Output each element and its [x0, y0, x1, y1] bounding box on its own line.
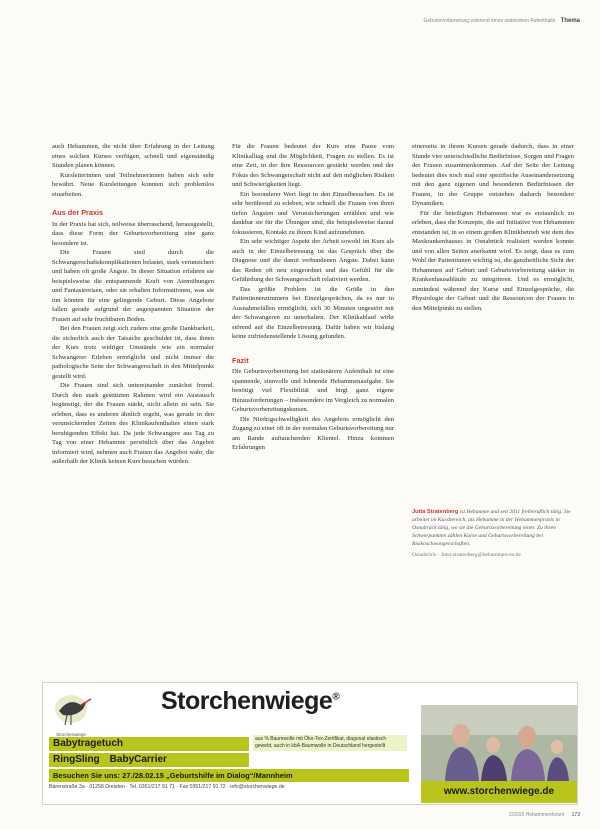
product-babycarrier: BabyCarrier	[109, 754, 167, 765]
author-contact: Osnabrück · Jutta.stratenberg@hebammen-os.de	[412, 552, 521, 558]
logo-label: Storchenwiege	[56, 732, 86, 737]
article-column-2	[232, 142, 394, 453]
product-ringsling: RingSling	[53, 754, 100, 765]
registered-mark: ®	[332, 691, 340, 703]
product-slings	[49, 753, 249, 767]
product-babytragetuch: Babytragetuch	[49, 737, 249, 751]
author-box	[412, 508, 574, 559]
page-number: 173	[571, 812, 580, 818]
paragraph: Die Frauen sind durch die Schwangerschaftskomplikationen belastet, stark verunsichert und haben oft große Ängste. In dieser Situation erfahren sie beispielsweise die entspannende Kraft von Atemübungen und Fantasiereisen, oder sie erhalten Informationen, was sie tun können für eine gelingende Geburt. Diese Angebote fallen gerade aufgrund der angespannten Situation der Frauen auf sehr fruchtbaren Boden.	[52, 249, 214, 323]
ad-description: aus % Baumwolle mit Öko-Tex-Zertifikat, diagonal elastisch gewebt, auch in kbA-Baumwolle in Deutschland hergestellt	[253, 735, 407, 751]
stork-logo-icon	[47, 687, 95, 737]
issue-label: 2/2015 Hebammenforum	[508, 812, 565, 818]
paragraph: Die Geburtsvorbereitung bei stationärem Aufenthalt ist eine spannende, sinnvolle und lohnende Hebammenaufgabe. Sie benötigt viel Flexibilität und birgt ganz eigene Herausforderungen – insbesondere im Vergleich zu normalen Geburtsvorbereitungskursen.	[232, 368, 394, 413]
paragraph: Die Niedrigschwelligkeit des Angebots ermöglicht den Zugang zu einer oft in der normalen Geburtsvorbereitung nur am Rande auftauchenden Klientel. Hinzu kommen Erfahrungen	[232, 415, 394, 451]
paragraph: Ein besonderer Wert liegt in den Einzelbesuchen. Es ist sehr berührend zu erleben, wie schnell die Frauen von ihren tiefen Ängsten und Verunsicherungen erzählen und wie dankbar sie für die Übungen sind, die beispielsweise darauf fokussieren, Kontakt zu ihrem Kind aufzunehmen.	[232, 190, 394, 236]
subheading-praxis: Aus der Praxis	[52, 208, 104, 217]
paragraph: Ein sehr wichtiger Aspekt der Arbeit sowohl im Kurs als auch in der Einzelbetreuung ist das Gespräch über die Diagnose und die damit verbundenen Ängste. Dabei kann das Reden oft neu eingeordnet und das Gefühl für die Gefährdung der Schwangerschaft relativiert werden.	[232, 238, 394, 283]
ad-website-link[interactable]: www.storchenwiege.de	[421, 781, 577, 803]
ad-product-list	[49, 737, 249, 769]
paragraph: Bei den Frauen zeigt sich zudem eine große Dankbarkeit, die sicherlich auch der Tatsache geschuldet ist, dass ihnen der Kurs trotz widriger Umstände wie ein normaler Schwangerer Erleben ermöglicht und nicht immer die pathologische Seite der Schwangerschaft in den Mittelpunkt gestellt wird.	[52, 325, 214, 380]
article-column-3	[412, 142, 574, 313]
ad-contact-line: Bärenstraße 3a · 01258 Dresden · Tel. 0351/217 91 71 · Fax 0351/217 91 72 · info@storchenwiege.de	[49, 784, 285, 790]
author-bio: ist Hebamme und seit 2011 freiberuflich tätig. Sie arbeitet im Kursbereich, als Hebamme in der Hebammenpraxis in Osnabrück tätig, wo sie die Geburtsvorbereitung leitet. Zu ihren Schwerpunkten zählen Kurse und Geburtsvorbereitung bei Risikoschwangerschaften.	[412, 509, 571, 547]
running-header	[330, 18, 580, 24]
article-column-1	[52, 142, 214, 467]
ad-brand-name	[161, 687, 339, 716]
paragraph: Für die Frauen bedeutet der Kurs eine Pause vom Klinikalltag und die Möglichkeit, Fragen zu stellen. Es ist eine Zeit, in der ihre Ressourcen gestärkt werden und der Fokus des Schwangerschaft nicht auf den möglichen Risiken und Schwierigkeiten liegt.	[232, 143, 394, 188]
brand-text: Storchenwiege	[161, 687, 333, 715]
paragraph: In der Praxis hat sich, teilweise überraschend, herausgestellt, dass diese Form der Geburtsvorbereitung eine ganz besondere ist.	[52, 220, 214, 247]
paragraph: Für die beteiligten Hebammen war es erstaunlich zu erleben, dass die Konzepte, die auf Initiative von Hebammen entstanden ist, in so einem großen Klinikbetrieb wie dem des Maxkrankenhauses in Osnabrück realisiert werden konnte und von allen Seiten anerkannt wird. Es zeigt, dass es zum Wohl der Patientinnen wichtig ist, die ganzheitliche Sicht der Hebammen auf Geburt und Geburtsvorbereitung stärker in Krankenhausabläufe zu integrieren. Und es ermöglicht, zumindest während der Kurse und Einzelgespräche, die Physiologie der Geburt und die Ressourcen der Frauen in den Mittelpunkt zu stellen.	[412, 209, 574, 312]
author-name: Jutta Stratenberg	[412, 509, 459, 515]
advertisement[interactable]	[42, 682, 578, 805]
paragraph: auch Hebammen, die nicht über Erfahrung in der Leitung eines solchen Kurses verfügen, schnell und eigenständig Stunden planen können.	[52, 143, 214, 169]
paragraph: einerseits in ihrem Kursen gerade dadurch, dass in einer Stunde vier unterschiedliche Bedürfnisse, Sorgen und Fragen der Frauen zusammenkommen. Auf der Seite der Leitung bedeutet dies noch mal eine spezifische Auseinandersetzung mit den ganz eigenen und besonderen Bedürfnissen der Frauen, in der Gruppe entstehen dadurch besondere Dynamiken.	[412, 143, 574, 207]
ad-family-photo	[421, 705, 577, 781]
paragraph: Die Frauen sind sich untereinander zunächst fremd. Durch den stark gestützten Rahmen wird ein Austausch begünstigt, der die Frauen stärkt, nicht allein zu sein. Sie erleben, dass es anderen ähnlich ergeht, was gerade in den verunsichernden Zeiten des Klinikaufenthaltes einen stark beruhigenden Effekt hat. Da jede Schwangere aus Tag zu Tag von einer Hebamme persönlich über das Angebot informiert wird, nehmen auch Frauen das Angebot wahr, die außerhalb der Klinik keinen Kurs besuchen würden.	[52, 382, 214, 465]
subheading-fazit: Fazit	[232, 355, 249, 365]
paragraph: Das größte Problem ist die Größe in den Patientinnenzimmern bei Einzelgesprächen, da es nur in Ausnahmefällen ermöglicht, sich 30 Minuten ungestört mit der Schwangeren zu unterhalten. Der Klinikablauf wirkt störend auf die Einzelbetreuung. Dafür haben wir bislang keine zufriedenstellende Lösung gefunden.	[232, 285, 394, 340]
running-title: Geburtsvorbereitung während eines stationären Aufenthalts	[423, 18, 556, 24]
ad-event-banner: Besuchen Sie uns: 27./28.02.15 „Geburtshilfe im Dialog“/Mannheim	[49, 769, 409, 782]
paragraph: Kursleiterinnen und Teilnehmerinnen haben sich sehr bewährt. Neue Kursleitungen konnten sich problemlos einarbeiten.	[52, 171, 214, 198]
section-label: Thema	[560, 18, 580, 24]
page-footer	[420, 812, 580, 818]
